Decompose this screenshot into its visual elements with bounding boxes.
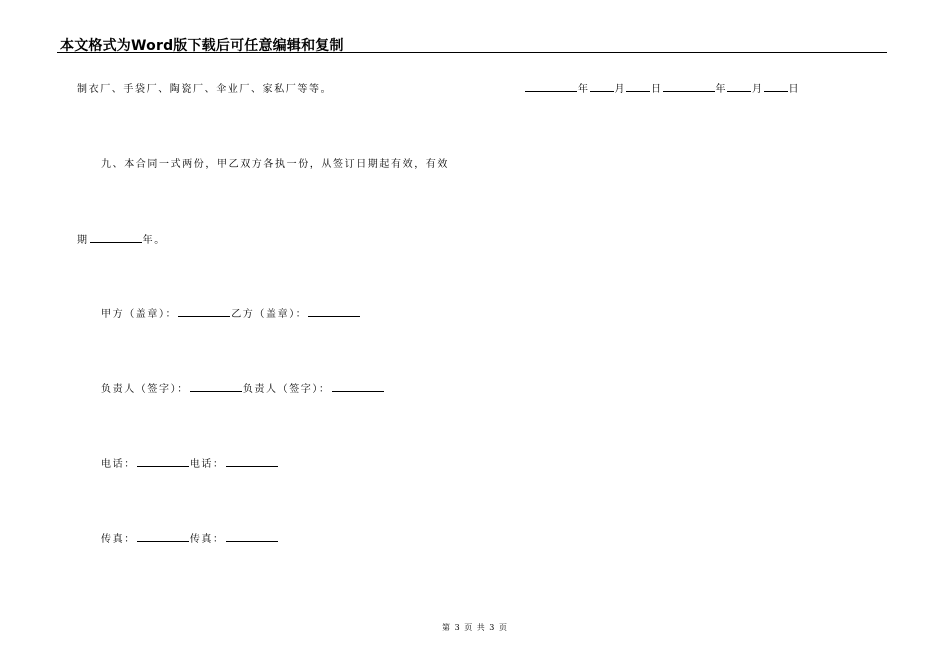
page-number-footer: 第 3 页 共 3 页 xyxy=(442,623,508,632)
fax-b-blank[interactable] xyxy=(226,531,278,542)
month-label-1: 月 xyxy=(614,84,625,95)
year-label-2: 年 xyxy=(715,84,726,95)
date-line xyxy=(524,80,799,95)
party-b-stamp-blank[interactable] xyxy=(308,306,360,317)
clause-nine-line xyxy=(101,155,449,170)
year-blank-2[interactable] xyxy=(663,81,715,92)
responsible-b-label: 负责人（签字）： xyxy=(242,384,331,395)
validity-prefix: 期 xyxy=(77,235,89,246)
phone-line xyxy=(101,455,279,470)
responsible-a-label: 负责人（签字）： xyxy=(101,384,189,395)
party-b-stamp-label: 乙方（盖章）： xyxy=(231,309,308,320)
month-blank-2[interactable] xyxy=(727,81,751,92)
responsible-line xyxy=(101,380,385,395)
responsible-a-blank[interactable] xyxy=(190,381,242,392)
year-label-1: 年 xyxy=(578,84,589,95)
phone-a-label: 电话： xyxy=(101,459,136,470)
party-a-stamp-blank[interactable] xyxy=(178,306,230,317)
stamp-line xyxy=(101,305,361,320)
validity-years-blank[interactable] xyxy=(90,232,142,243)
month-blank-1[interactable] xyxy=(590,81,614,92)
fax-a-blank[interactable] xyxy=(137,531,189,542)
day-label-2: 日 xyxy=(788,84,799,95)
responsible-b-blank[interactable] xyxy=(332,381,384,392)
phone-a-blank[interactable] xyxy=(137,456,189,467)
fax-a-label: 传真： xyxy=(101,534,136,545)
year-blank-1[interactable] xyxy=(525,81,577,92)
phone-b-blank[interactable] xyxy=(226,456,278,467)
factories-line xyxy=(77,80,332,95)
day-label-1: 日 xyxy=(651,84,662,95)
validity-suffix: 年。 xyxy=(142,235,166,246)
document-header-title: 本文格式为Word版下载后可任意编辑和复制 xyxy=(60,38,344,54)
clause-nine-text: 九、本合同一式两份，甲乙双方各执一份，从签订日期起有效，有效 xyxy=(101,159,449,170)
day-blank-1[interactable] xyxy=(626,81,650,92)
phone-b-label: 电话： xyxy=(189,459,225,470)
day-blank-2[interactable] xyxy=(764,81,788,92)
month-label-2: 月 xyxy=(752,84,763,95)
fax-b-label: 传真： xyxy=(189,534,225,545)
factories-text: 制衣厂、手袋厂、陶瓷厂、伞业厂、家私厂等等。 xyxy=(77,84,333,95)
fax-line xyxy=(101,530,279,545)
party-a-stamp-label: 甲方（盖章）： xyxy=(101,309,178,320)
validity-line xyxy=(77,231,166,246)
header-divider xyxy=(57,52,887,53)
